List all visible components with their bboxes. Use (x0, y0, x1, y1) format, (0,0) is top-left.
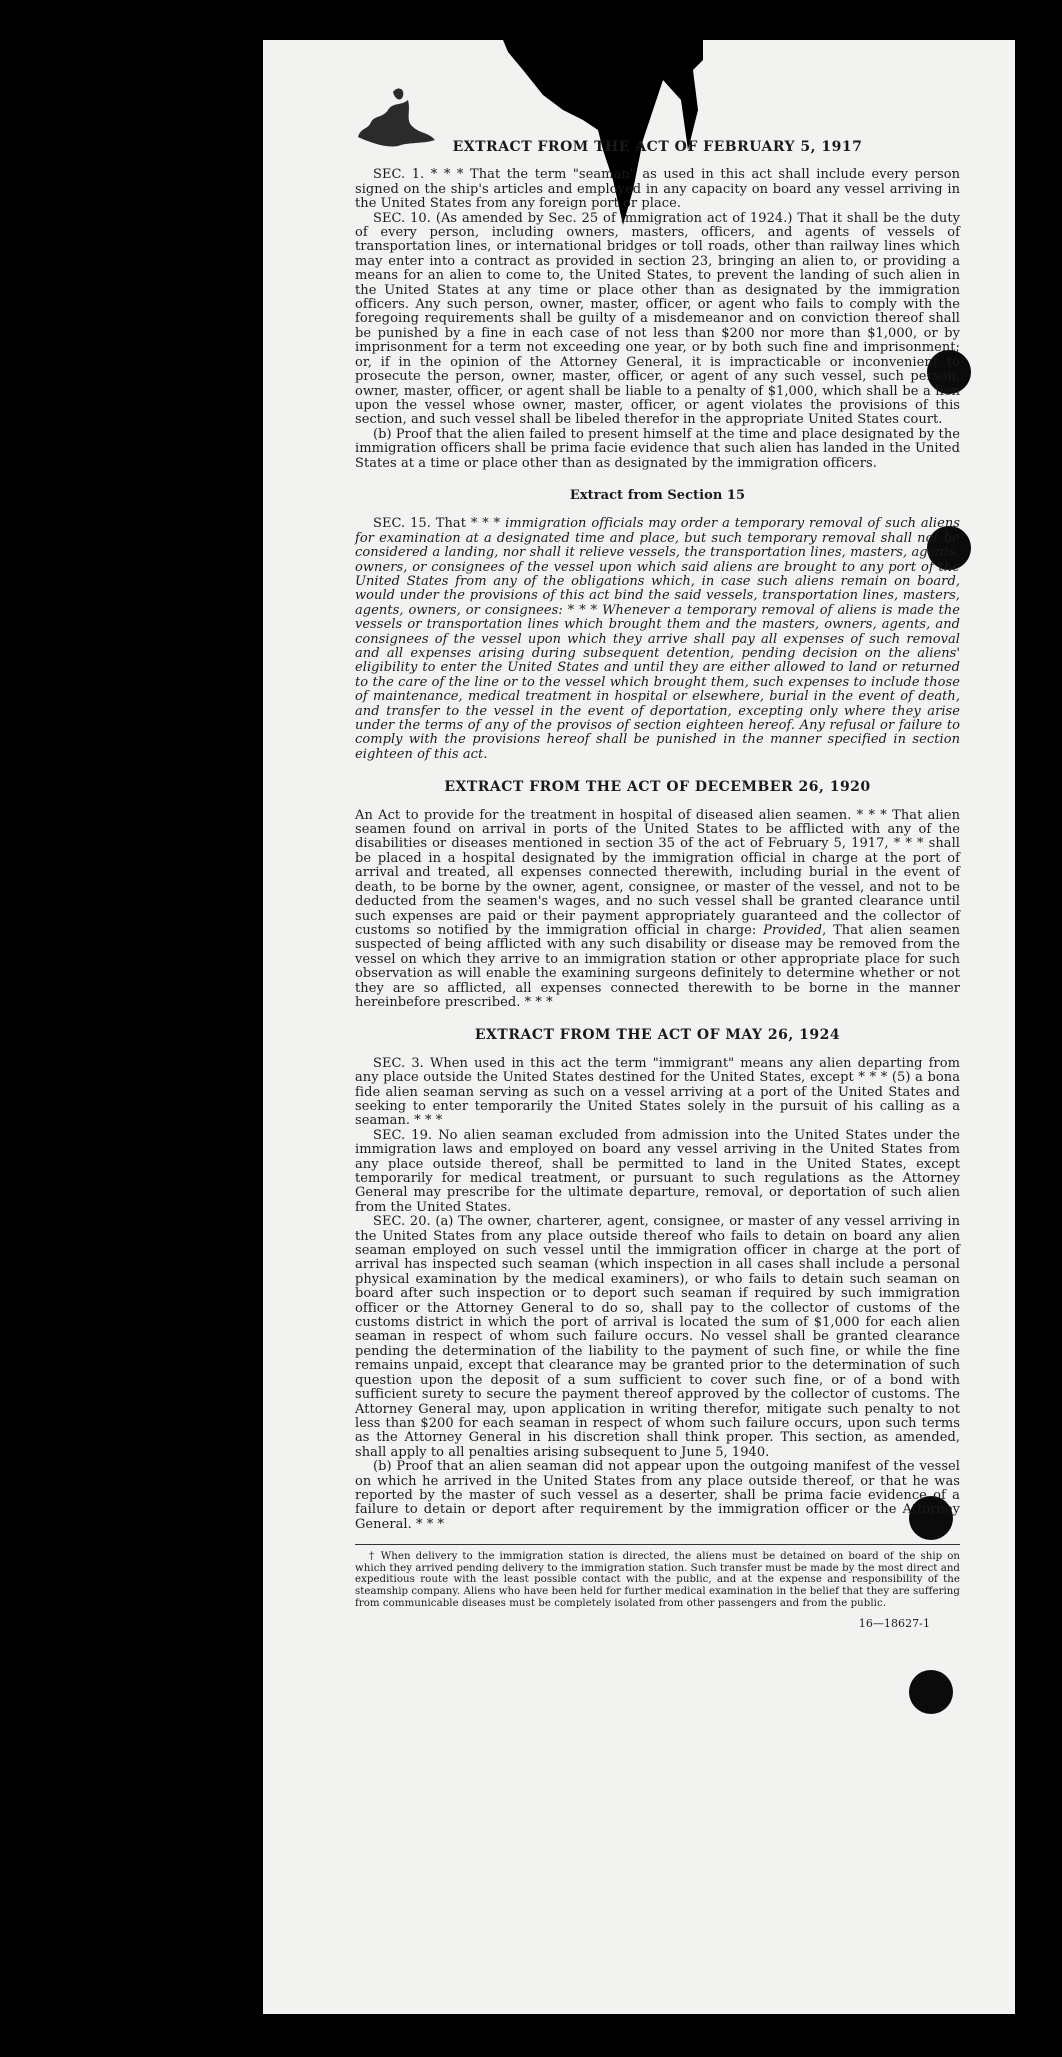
form-code: 16—18627-1 (858, 1617, 930, 1631)
section-10: SEC. 10. (As amended by Sec. 25 of immigration act of 1924.) That it shall be the duty of every person, including owners, masters, officers, and agents of vessels of transportation lines, or international bridges or toll roads, other than railway lines which may enter into a contract as provided in section 23, bringing an alien to, or providing a means for an alien to come to, the United States, to prevent the landing of such alien in the United States at any time or place other than as designated by the immigration officers. Any such person, owner, master, officer, or agent who fails to comply with the foregoing requirements shall be guilty of a misdemeanor and on conviction thereof shall be punished by a fine in each case of not less than $200 nor more than $1,000, or by imprisonment for a term not exceeding one year, or by both such fine and imprisonment; or, if in the opinion of the Attorney General, it is impracticable or inconvenient to prosecute the person, owner, master, officer, or agent of any such vessel, such person, owner, master, officer, or agent shall be liable to a penalty of $1,000, which shall be a lien upon the vessel whose owner, master, officer, or agent violates the provisions of this section, and such vessel shall be libeled therefor in the appropriate United States court. (355, 210, 960, 428)
document-page (263, 40, 1015, 2014)
section-1: SEC. 1. * * * That the term "seaman" as used in this act shall include every person signed on the ship's articles and employed in any capacity on board any vessel arriving in the United States from any foreign port or place. (355, 167, 960, 212)
act-1924-heading: EXTRACT FROM THE ACT OF MAY 26, 1924 (474, 1027, 841, 1044)
act-1920-provided: Provided (763, 922, 823, 938)
act-1920-text (355, 809, 960, 1011)
section-15-heading: Extract from Section 15 (569, 487, 746, 503)
section-10-b: (b) Proof that the alien failed to present himself at the time and place designated by the immigration officers shall be prima facie evidence that such alien has landed in the United States at a time or place other than as designated by the immigration officers. (355, 426, 960, 471)
act-1920-part-b: , That alien seamen suspected of being afflicted with any such disability or disease may be removed from the vessel on which they arrive to an immigration station or other appropriate place for such observation as will enable the examining surgeons definitely to determine whether or not they are so afflicted, all expenses connected therewith to be borne in the manner hereinbefore prescribed. * * * (355, 922, 961, 1010)
section-15 (355, 517, 960, 762)
section-3: SEC. 3. When used in this act the term "immigrant" means any alien departing from any place outside the United States destined for the United States, except * * * (5) a bona fide alien seaman serving as such on a vessel arriving at a port of the United States and seeking to enter temporarily the United States solely in the pursuit of his calling as a seaman. * * * (355, 1055, 960, 1129)
section-15-body: immigration officials may order a temporary removal of such aliens for examination at a designated time and place, but such temporary removal shall not be considered a landing, nor shall it relieve vessels, the transportation lines, masters, agents, owners, or consignees of the vessel upon which said aliens are brought to any port of the United States from any of the obligations which, in case such aliens remain on board, would under the provisions of this act bind the said vessels, transportation lines, masters, agents, owners, or consignees: * * * Whenever a temporary removal of aliens is made the vessels or transportation lines which brought them and the masters, owners, agents, and consignees of the vessel upon which they arrive shall pay all expenses of such removal and all expenses arising during subsequent detention, pending decision on the aliens' eligibility to enter the United States and until they are either allowed to land or returned to the care of the line or to the vessel which brought them, such expenses to include those of maintenance, medical treatment in hospital or elsewhere, burial in the event of death, and transfer to the vessel in the event of deportation, excepting only where they arise under the terms of any of the provisos of section eighteen hereof. Any refusal or failure to comply with the provisions hereof shall be punished in the manner specified in section eighteen of this act. (355, 516, 960, 762)
document-text (355, 140, 960, 1632)
section-20-a: SEC. 20. (a) The owner, charterer, agent, consignee, or master of any vessel arriving in the United States from any place outside thereof who fails to detain on board any alien seaman employed on such vessel until the immigration officer in charge at the port of arrival has inspected such seaman (which inspection in all cases shall include a personal physical examination by the medical examiners), or who fails to detain such seaman on board after such inspection or to deport such seaman if required by such immigration officer or the Attorney General to do so, shall pay to the collector of customs of the customs district in which the port of arrival is located the sum of $1,000 for each alien seaman in respect of whom such failure occurs. No vessel shall be granted clearance pending the determination of the liability to the payment of such fine, or while the fine remains unpaid, except that clearance may be granted prior to the determination of such question upon the deposit of a sum sufficient to cover such fine, or of a bond with sufficient surety to secure the payment thereof approved by the collector of customs. The Attorney General may, upon application in writing therefor, mitigate such penalty to not less than $200 for each seaman in respect of whom such failure occurs, upon such terms as the Attorney General in his discretion shall think proper. This section, as amended, shall apply to all penalties arising subsequent to June 5, 1940. (355, 1214, 960, 1460)
act-1920-part-a: An Act to provide for the treatment in hospital of diseased alien seamen. * * * That alien seamen found on arrival in ports of the United States to be afflicted with any of the disabilities or diseases mentioned in section 35 of the act of February 5, 1917, * * * shall be placed in a hospital designated by the immigration official in charge at the port of arrival and treated, all expenses connected therewith, including burial in the event of death, to be borne by the owner, agent, consignee, or master of the vessel, and not to be deducted from the seamen's wages, and no such vessel shall be granted clearance until such expenses are paid or their payment appropriately guaranteed and the collector of customs so notified by the immigration official in charge: (355, 807, 960, 938)
punch-hole (909, 1670, 953, 1714)
section-20-b: (b) Proof that an alien seaman did not appear upon the outgoing manifest of the vessel on which he arrived in the United States from any place outside thereof, or that he was reported by the master of such vessel as a deserter, shall be prima facie evidence of a failure to detain or deport after requirement by the immigration officer or the Attorney General. * * * (355, 1459, 960, 1532)
footnote-divider (355, 1544, 960, 1545)
document-title: EXTRACT FROM THE ACT OF FEBRUARY 5, 1917 (452, 139, 863, 155)
footnote: † When delivery to the immigration station is directed, the aliens must be detained on board of the ship on which they arrived pending delivery to the immigration station. Such transfer must be made by the most direct and expeditious route with the least possible contact with the public, and at the expense and responsibility of the steamship company. Aliens who have been held for further medical examination in the belief that they are suffering from communicable diseases must be completely isolated from other passengers and from the public. (355, 1551, 960, 1609)
section-19: SEC. 19. No alien seaman excluded from admission into the United States under the immigration laws and employed on board any vessel arriving in the United States from any place outside thereof, shall be permitted to land in the United States, except temporarily for medical treatment, or pursuant to such regulations as the Attorney General may prescribe for the ultimate departure, removal, or deportation of such alien from the United States. (355, 1127, 960, 1215)
section-15-lead: SEC. 15. That * * * (373, 516, 506, 532)
act-1920-heading: EXTRACT FROM THE ACT OF DECEMBER 26, 1920 (444, 779, 871, 796)
